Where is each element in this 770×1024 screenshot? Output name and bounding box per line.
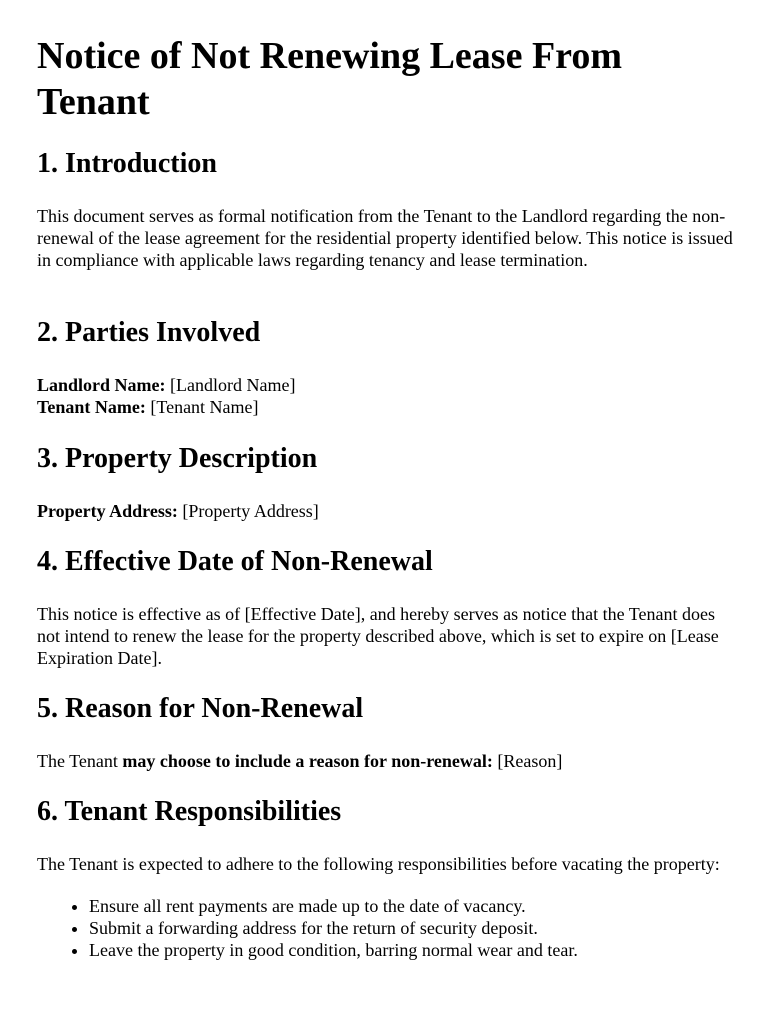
responsibilities-list <box>37 895 733 961</box>
section-heading: 1. Introduction <box>37 148 217 179</box>
section-body: The Tenant is expected to adhere to the following responsibilities before vacating the property: <box>37 854 720 874</box>
section-heading: 3. Property Description <box>37 443 318 474</box>
section-body: This notice is effective as of [Effective Date], and hereby serves as notice that the Tenant does not intend to renew the lease for the property described above, which is set to expire on [Lease Expiration Date]. <box>37 604 719 668</box>
landlord-label: Landlord Name: <box>37 375 166 395</box>
section-reason <box>37 692 733 772</box>
section-parties <box>37 316 733 418</box>
landlord-line <box>37 374 733 396</box>
reason-line <box>37 750 733 772</box>
section-heading: 4. Effective Date of Non-Renewal <box>37 546 433 577</box>
list-item: • Ensure all rent payments are made up to the date of vacancy. <box>89 895 733 917</box>
reason-prefix: The Tenant <box>37 751 118 771</box>
list-item: • Leave the property in good condition, barring normal wear and tear. <box>89 939 733 961</box>
section-introduction <box>37 147 733 271</box>
section-heading: 5. Reason for Non-Renewal <box>37 693 364 724</box>
list-item: • Submit a forwarding address for the return of security deposit. <box>89 917 733 939</box>
section-body: This document serves as formal notification from the Tenant to the Landlord regarding the non-renewal of the lease agreement for the residential property identified below. This notice is issued in compliance with applicable laws regarding tenancy and lease termination. <box>37 206 733 270</box>
reason-bold-text: may choose to include a reason for non-renewal: <box>122 751 493 771</box>
section-heading: 2. Parties Involved <box>37 317 261 348</box>
section-heading: 6. Tenant Responsibilities <box>37 796 342 827</box>
property-address-value: [Property Address] <box>182 501 319 521</box>
section-effective-date <box>37 545 733 669</box>
tenant-value: [Tenant Name] <box>150 397 259 417</box>
reason-value: [Reason] <box>497 751 563 771</box>
section-property <box>37 442 733 522</box>
tenant-label: Tenant Name: <box>37 397 146 417</box>
property-line <box>37 500 733 522</box>
document-title: Notice of Not Renewing Lease From Tenant <box>37 35 622 123</box>
landlord-value: [Landlord Name] <box>170 375 296 395</box>
section-responsibilities <box>37 795 733 961</box>
tenant-line <box>37 396 733 418</box>
property-address-label: Property Address: <box>37 501 178 521</box>
